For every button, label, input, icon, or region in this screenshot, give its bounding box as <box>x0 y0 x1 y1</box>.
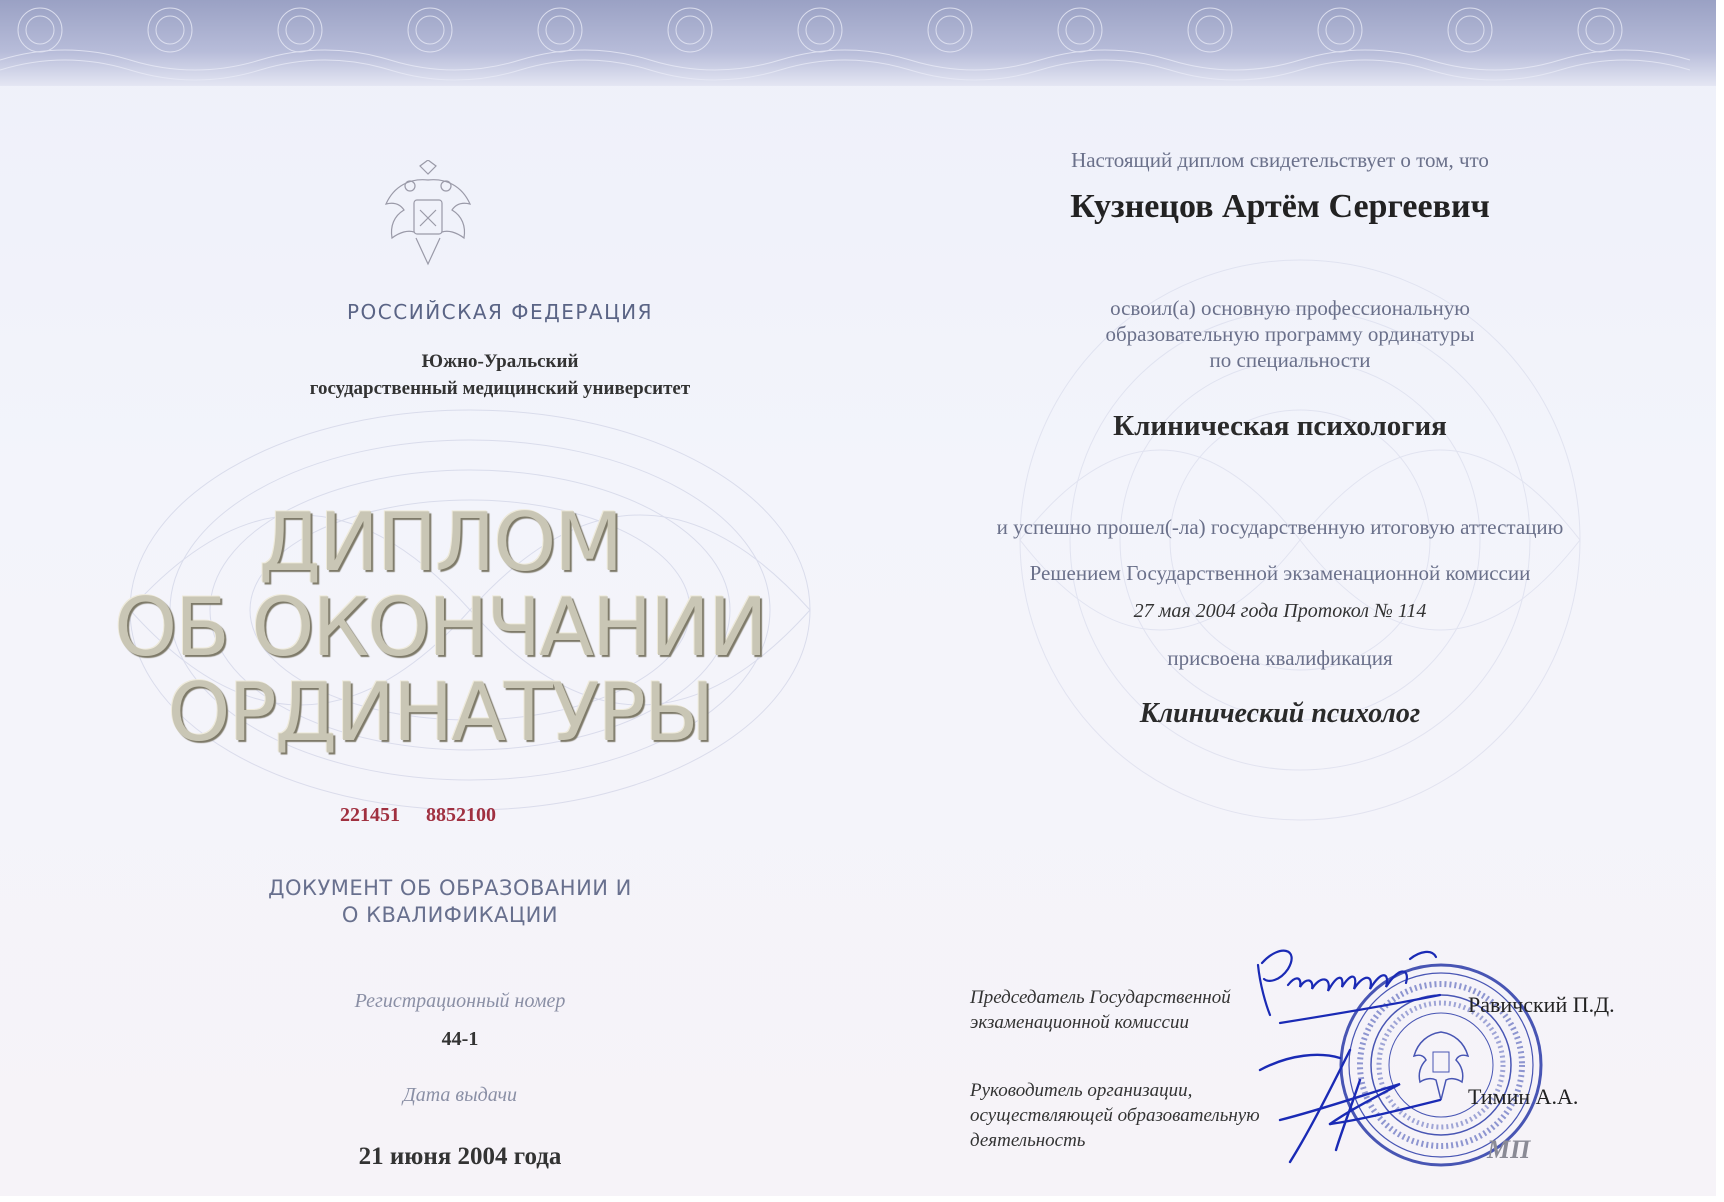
program-mastered-line3: по специальности <box>1209 348 1371 372</box>
certification-intro: Настоящий диплом свидетельствует о том, что <box>1071 148 1489 172</box>
organization-head-label-line1: Руководитель организации, <box>970 1080 1193 1101</box>
registration-number-label: Регистрационный номер <box>354 990 566 1012</box>
university-name-line2: государственный медицинский университет <box>309 378 691 399</box>
issue-date-value: 21 июня 2004 года <box>358 1143 562 1170</box>
serial-series: 221451 <box>340 804 400 826</box>
serial-digits: 8852100 <box>426 804 496 826</box>
diploma-title-line2: ОБ ОКОНЧАНИИ <box>114 581 766 674</box>
commission-chair-label <box>970 985 1270 1035</box>
program-mastered-line1: освоил(а) основную профессиональную <box>1110 296 1470 320</box>
program-mastered-text <box>990 295 1590 373</box>
university-name <box>200 348 800 402</box>
diploma-title <box>80 496 800 759</box>
qualification-name: Клинический психолог <box>1139 698 1421 729</box>
document-type-line1: ДОКУМЕНТ ОБ ОБРАЗОВАНИИ И <box>268 876 632 900</box>
commission-decision-text: Решением Государственной экзаменационной комиссии <box>1029 561 1531 585</box>
document-type <box>200 875 700 929</box>
specialty-name: Клиническая психология <box>1113 410 1447 442</box>
page-edge-right <box>1716 0 1724 1202</box>
page-edge-bottom <box>0 1196 1724 1202</box>
diploma-title-line1: ДИПЛОМ <box>258 496 622 589</box>
protocol-date: 27 мая 2004 года Протокол № 114 <box>1133 600 1427 622</box>
issue-date-label: Дата выдачи <box>402 1084 518 1106</box>
organization-head-label-line2: осуществляющей образовательную <box>970 1105 1260 1126</box>
serial-number <box>340 804 522 827</box>
commission-chair-label-line2: экзаменационной комиссии <box>970 1012 1189 1033</box>
chair-signature <box>1240 935 1500 1035</box>
organization-head-name: Тимин А.А. <box>1468 1084 1579 1109</box>
attestation-passed-text: и успешно прошел(-ла) государственную итоговую аттестацию <box>996 515 1564 539</box>
head-signature <box>1240 1040 1460 1170</box>
decorative-top-band <box>0 0 1724 86</box>
coat-of-arms-emblem <box>380 160 476 270</box>
program-mastered-line2: образовательную программу ординатуры <box>1105 322 1475 346</box>
holder-name: Кузнецов Артём Сергеевич <box>1070 188 1490 225</box>
registration-number-value: 44-1 <box>441 1028 479 1050</box>
stamp-place-mark: МП <box>1487 1135 1531 1164</box>
diploma-title-line3: ОРДИНАТУРЫ <box>167 666 713 759</box>
document-type-line2: О КВАЛИФИКАЦИИ <box>341 903 559 927</box>
commission-chair-label-line1: Председатель Государственной <box>970 987 1231 1008</box>
commission-chair-name: Равичский П.Д. <box>1468 992 1615 1017</box>
qualification-assigned-text: присвоена квалификация <box>1167 646 1393 670</box>
country-name: РОССИЙСКАЯ ФЕДЕРАЦИЯ <box>347 300 653 324</box>
university-name-line1: Южно-Уральский <box>421 351 579 372</box>
organization-head-label-line3: деятельность <box>970 1130 1086 1151</box>
